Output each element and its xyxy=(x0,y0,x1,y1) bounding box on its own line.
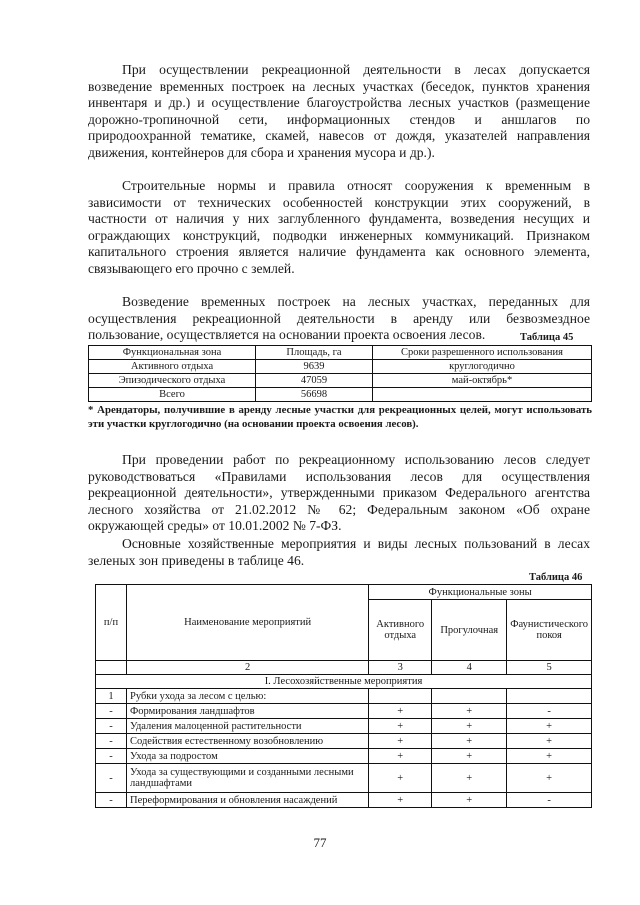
table45-footnote: * Арендаторы, получившие в аренду лесные участки для рекреационных целей, могут использовать эти участки круглогодично (на основании проекта освоения лесов). xyxy=(88,404,592,430)
table-cell: + xyxy=(507,734,592,749)
table-cell: Удаления малоценной растительности xyxy=(127,719,369,734)
table-46 xyxy=(95,584,592,808)
table-45 xyxy=(88,345,592,402)
table-cell: Рубки ухода за лесом с целью: xyxy=(127,689,369,704)
table-cell: + xyxy=(432,764,507,793)
table-cell: май-октябрь* xyxy=(373,374,592,388)
table-row xyxy=(96,704,592,719)
table-row xyxy=(96,719,592,734)
table-section-row xyxy=(96,675,592,689)
table-cell: Формирования ландшафтов xyxy=(127,704,369,719)
table-cell: 1 xyxy=(96,689,127,704)
table-cell xyxy=(432,689,507,704)
table-cell: Содействия естественному возобновлению xyxy=(127,734,369,749)
table-header-cell: Прогулочная xyxy=(432,600,507,661)
table-row xyxy=(96,793,592,808)
table-cell: + xyxy=(432,734,507,749)
table-cell: Ухода за существующими и созданными лесными ландшафтами xyxy=(127,764,369,793)
table-header-cell: Фаунистического покоя xyxy=(507,600,592,661)
table-header-cell: Активного отдыха xyxy=(369,600,432,661)
paragraph-temporary-buildings: Возведение временных построек на лесных участках, переданных для осуществления рекреационной деятельности в аренду или безвозмездное пользование, осуществляется на основании проекта освоения лесов. xyxy=(88,294,590,343)
table-row xyxy=(96,689,592,704)
table-cell: + xyxy=(432,719,507,734)
table-cell: + xyxy=(369,793,432,808)
table-row xyxy=(89,360,592,374)
table-section-title: I. Лесохозяйственные мероприятия xyxy=(96,675,592,689)
table-cell: - xyxy=(96,764,127,793)
table-row xyxy=(96,749,592,764)
table-cell xyxy=(373,388,592,402)
table-cell xyxy=(96,661,127,675)
page-number: 77 xyxy=(313,835,327,850)
table-column-number-row xyxy=(96,661,592,675)
table-cell: + xyxy=(369,764,432,793)
paragraph-rules-reference: При проведении работ по рекреационному использованию лесов следует руководствоваться «Правилами использования лесов для осуществления рекреационной деятельности», утвержденными приказом Федерального агентства лесного хозяйства от 21.02.2012 № 62; Федеральным законом «Об охране окружающей среды» от 10.01.2002 № 7-ФЗ. xyxy=(88,452,590,534)
table-row xyxy=(89,374,592,388)
table-cell: + xyxy=(369,749,432,764)
table-row xyxy=(89,388,592,402)
table-cell: - xyxy=(96,704,127,719)
table-cell: Переформирования и обновления насаждений xyxy=(127,793,369,808)
table-cell: Всего xyxy=(89,388,256,402)
table-cell: - xyxy=(96,734,127,749)
table-cell: 9639 xyxy=(256,360,373,374)
table-cell: + xyxy=(507,719,592,734)
table-cell: - xyxy=(507,793,592,808)
table-header-cell: п/п xyxy=(96,585,127,661)
table-cell: 5 xyxy=(507,661,592,675)
table-cell: + xyxy=(369,734,432,749)
table-cell: - xyxy=(96,793,127,808)
paragraph-recreation-construction: При осуществлении рекреационной деятельности в лесах допускается возведение временных построек на лесных участках (беседок, пунктов хранения инвентаря и др.) и осуществление благоустройства лесных участков (размещение дорожно-тропиночной сети, информационных стендов и аншлагов по природоохранной тематике, скамей, навесов от дождя, указателей направления движения, контейнеров для сбора и хранения мусора и др.). xyxy=(88,62,590,160)
table-cell: Активного отдыха xyxy=(89,360,256,374)
table-cell: 4 xyxy=(432,661,507,675)
table-row xyxy=(96,734,592,749)
table46-caption: Таблица 46 xyxy=(529,572,583,583)
table-cell: круглогодично xyxy=(373,360,592,374)
table-cell: + xyxy=(369,719,432,734)
table-cell: - xyxy=(96,749,127,764)
table-cell: + xyxy=(507,764,592,793)
table-header-row xyxy=(89,346,592,360)
table-cell xyxy=(507,689,592,704)
table-cell: Эпизодического отдыха xyxy=(89,374,256,388)
table-cell: 56698 xyxy=(256,388,373,402)
table-header-cell: Функциональная зона xyxy=(89,346,256,360)
table-header-cell: Площадь, га xyxy=(256,346,373,360)
table-cell: - xyxy=(507,704,592,719)
table-cell: 3 xyxy=(369,661,432,675)
paragraph-table46-intro: Основные хозяйственные мероприятия и виды лесных пользований в лесах зеленых зон приведены в таблице 46. xyxy=(88,536,590,568)
paragraph-building-norms: Строительные нормы и правила относят сооружения к временным в зависимости от технических особенностей конструкции этих сооружений, в частности от наличия у них заглубленного фундамента, возведения несущих и ограждающих конструкций, подводки инженерных коммуникаций. Признаком капитального строения является наличие фундамента как основного элемента, связывающего его прочно с землей. xyxy=(88,178,590,276)
table-cell: 2 xyxy=(127,661,369,675)
table-cell: + xyxy=(507,749,592,764)
table45-caption: Таблица 45 xyxy=(520,332,574,343)
table-cell: - xyxy=(96,719,127,734)
table-cell: 47059 xyxy=(256,374,373,388)
table-cell: + xyxy=(432,704,507,719)
table-cell xyxy=(369,689,432,704)
table-header-cell: Сроки разрешенного использования xyxy=(373,346,592,360)
table-group-header: Функциональные зоны xyxy=(369,585,592,600)
table-row xyxy=(96,764,592,793)
table-header-cell: Наименование мероприятий xyxy=(127,585,369,661)
table-cell: Ухода за подростом xyxy=(127,749,369,764)
table-cell: + xyxy=(432,793,507,808)
table-header-row xyxy=(96,585,592,600)
table-cell: + xyxy=(369,704,432,719)
table-cell: + xyxy=(432,749,507,764)
